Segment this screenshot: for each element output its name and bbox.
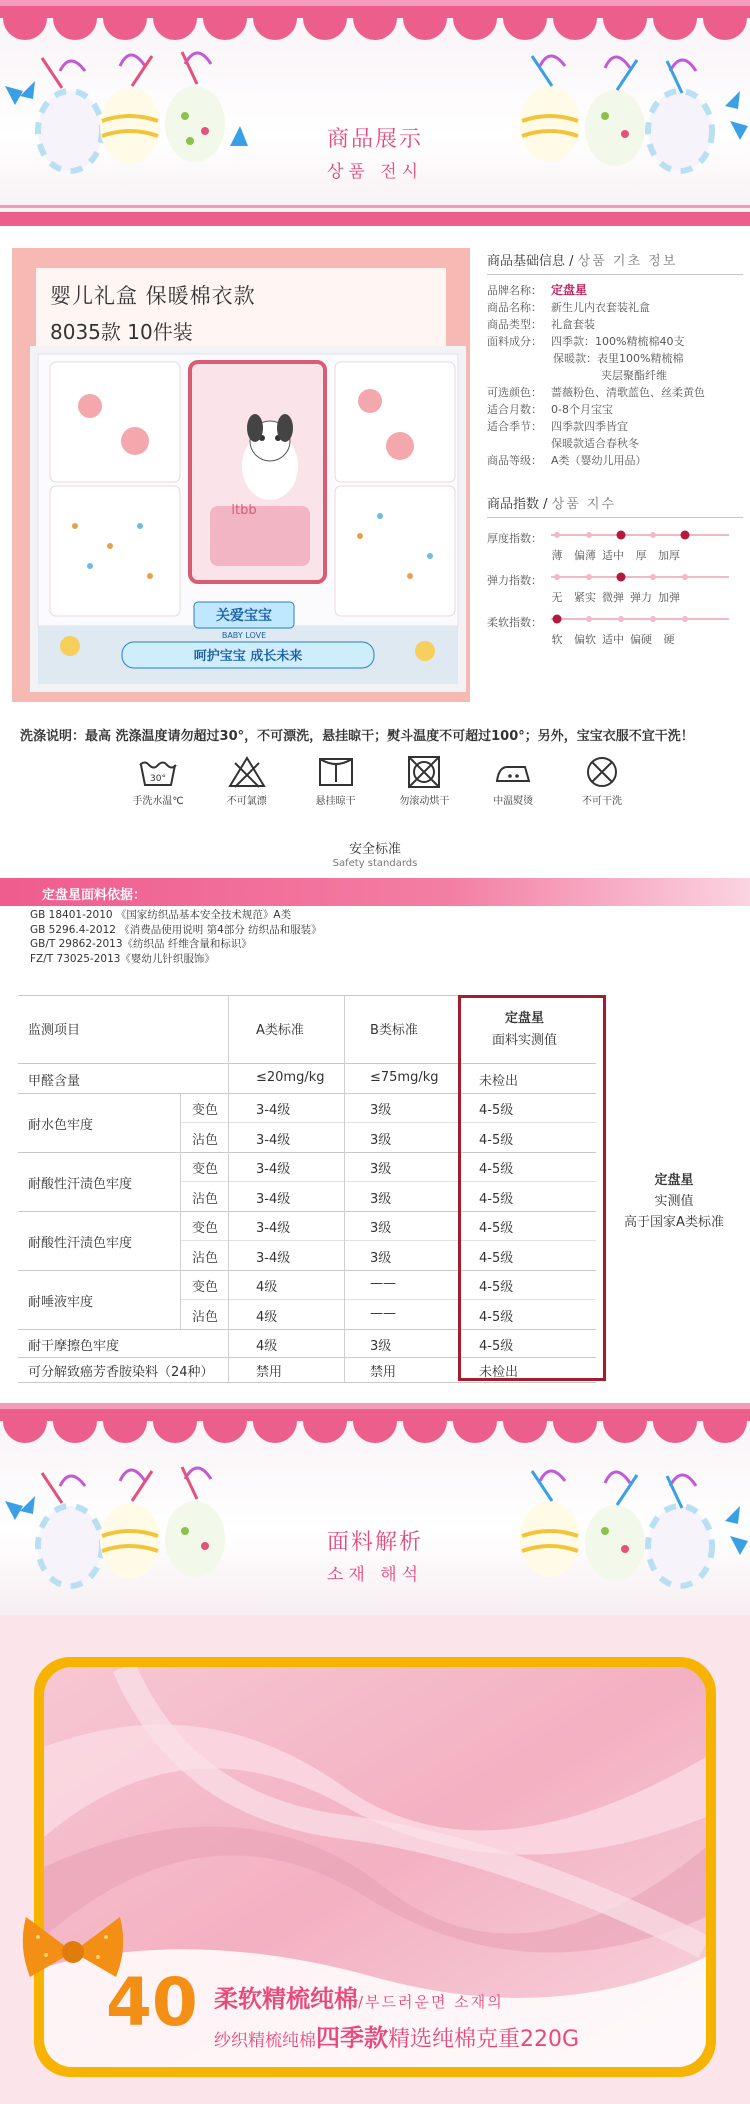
care-item: 中温熨烫 — [475, 755, 551, 817]
scallop-border — [0, 1403, 750, 1453]
scale-dot-selected — [617, 531, 626, 540]
box-slogan: 呵护宝宝 成长未来 — [193, 649, 303, 664]
banner-title-block — [0, 122, 750, 182]
softness-scale-track — [545, 611, 735, 627]
fabric-basis-title: 定盘星面料依据： — [42, 888, 147, 903]
header-b: B类标准 — [370, 1023, 418, 1038]
info-row: 品牌名称： 定盘星 — [487, 283, 588, 297]
banner-bottom-band — [0, 212, 750, 226]
info-row: 夹层聚酯纤维 — [601, 369, 667, 382]
fabric-banner-title-block — [0, 1525, 750, 1585]
own-results-highlight — [458, 995, 606, 1381]
iron-medium-icon — [493, 755, 533, 789]
fabric-count-number: 40 — [106, 1964, 198, 2041]
top-banner — [0, 0, 750, 226]
wash-instructions: 洗涤说明：最高 洗涤温度请勿超过30°，不可漂洗，悬挂晾干；熨斗温度不可超过100°；另外，宝宝衣服不宜干洗！ — [20, 729, 694, 744]
softness-scale: 柔软指数： 软 偏软 适中 偏硬 硬 — [487, 609, 743, 651]
standard-item: GB 5296.4-2012 《消费品使用说明 第4部分 纺织品和服装》 — [30, 923, 322, 936]
care-item: 悬挂晾干 — [298, 755, 374, 817]
index-info-title: 商品指数 / 상품 지수 — [487, 493, 743, 518]
scale-dot — [586, 532, 592, 538]
fabric-banner-title: 面料解析 — [326, 1530, 423, 1555]
banner-subtitle: 상품 전시 — [326, 162, 424, 182]
elasticity-scale: 弹力指数： 无 紧实 微弹 弹力 加弹 — [487, 567, 743, 609]
fabric-caption-sub: 纱织精梳纯棉四季款精选纯棉克重220G — [214, 2024, 580, 2052]
no-dry-clean-icon — [582, 755, 622, 789]
scale-dot — [650, 532, 656, 538]
info-row: 保暖款适合春秋冬 — [551, 437, 639, 450]
info-row: 商品名称： 新生儿内衣套装礼盒 — [487, 301, 650, 314]
standard-item: GB/T 29862-2013《纺织品 纤维含量和标识》 — [30, 938, 252, 950]
scale-dot — [618, 616, 624, 622]
header-own-sub: 面料实测值 — [492, 1033, 558, 1048]
info-row: 适合月数： 0-8个月宝宝 — [487, 403, 613, 416]
basic-info-list — [487, 282, 743, 469]
header-own: 定盘星 — [505, 1011, 545, 1026]
scale-dot — [586, 616, 592, 622]
no-bleach-icon — [227, 755, 267, 789]
safety-heading: 安全标准 Safety standards — [332, 842, 418, 869]
side-note: 定盘星 实测值 高于国家A类标准 — [624, 1173, 724, 1230]
care-item: 不可干洗 — [564, 755, 640, 817]
scale-dot — [650, 616, 656, 622]
info-row: 面料成分： 四季款：100%精梳棉40支 — [487, 335, 685, 348]
hand-wash-30-icon — [138, 755, 178, 789]
product-panel — [12, 248, 470, 702]
thickness-scale-track — [545, 527, 735, 543]
info-row: 可选颜色： 蔷薇粉色、清歌蓝色、丝柔黄色 — [487, 386, 705, 399]
care-item: 30° 手洗水温℃ — [120, 755, 196, 817]
scale-dot — [682, 574, 688, 580]
box-label-main: 关爱宝宝 — [216, 608, 272, 624]
info-row: 适合季节： 四季款四季皆宜 — [487, 420, 628, 433]
thickness-scale: 厚度指数： 薄 偏薄 适中 厚 加厚 — [487, 525, 743, 567]
care-item: 不可氯漂 — [209, 755, 285, 817]
no-tumble-dry-icon — [404, 755, 444, 789]
scale-dot — [650, 574, 656, 580]
product-name: 婴儿礼盒 保暖棉衣款 — [50, 284, 256, 308]
fabric-banner-subtitle: 소재 해석 — [326, 1565, 424, 1585]
product-photo — [30, 346, 466, 692]
scale-dot — [682, 616, 688, 622]
fabric-basis-bar — [0, 878, 750, 906]
scale-dot — [554, 532, 560, 538]
info-row: 商品类型： 礼盒套装 — [487, 318, 595, 331]
scale-dot-selected — [553, 615, 562, 624]
care-icons — [120, 755, 640, 817]
standard-item: GB 18401-2010 《国家纺织品基本安全技术规范》A类 — [30, 909, 292, 921]
product-model: 8035款 10件装 — [50, 320, 193, 344]
fabric-section — [0, 1615, 750, 2104]
scale-dot-selected — [681, 531, 690, 540]
standards-list — [30, 908, 322, 966]
fabric-caption-main: 柔软精梳纯棉/부드러운면 소재의 — [214, 1985, 504, 2013]
basic-info-title: 商品基础信息 / 상품 기초 정보 — [487, 250, 743, 275]
svg-text:30°: 30° — [150, 774, 166, 784]
scale-dot — [554, 574, 560, 580]
banner-title: 商品展示 — [326, 127, 423, 152]
fabric-banner — [0, 1403, 750, 1615]
header-a: A类标准 — [256, 1023, 304, 1038]
scale-dot — [586, 574, 592, 580]
box-brand: ltbb — [231, 503, 257, 518]
hang-dry-icon — [316, 755, 356, 789]
info-row: 保暖款：表里100%精梳棉 — [553, 352, 684, 365]
care-item: 勿滚动烘干 — [386, 755, 462, 817]
standard-item: FZ/T 73025-2013《婴幼儿针织服饰》 — [30, 952, 215, 965]
product-name-box — [36, 268, 446, 348]
scale-dot-selected — [617, 573, 626, 582]
elasticity-scale-track — [545, 569, 735, 585]
info-row: 商品等级： A类（婴幼儿用品） — [487, 454, 647, 467]
test-results-table: 监测项目 A类标准 B类标准 定盘星 面料实测值 甲醛含量 ≤20mg/kg ≤75mg/kg 未检出 耐水色牢度 变色 3-4级 3级 4-5级 沾色 3-4级 3级 4-5级 耐酸性汗渍色牢度 变色 3-4级 3级 4-5级 沾色 3-4级 3级 4-5级 耐酸性汗渍色牢度 变色 3-4级 3级 4-5级 沾色 3-4级 3级 4-5级 耐唾液牢度 变色 4级 —— 4-5级 沾色 4级 —— 4-5级 耐干摩擦色牢度 4级 3级 4-5级 可分解致癌芳香胺染料（24种） 禁用 禁用 未检出 定盘星 实测值 高于国家A类标准 — [18, 995, 730, 1383]
box-label-en: BABY LOVE — [221, 631, 267, 640]
header-item: 监测项目 — [28, 1023, 81, 1038]
product-info — [487, 250, 743, 651]
